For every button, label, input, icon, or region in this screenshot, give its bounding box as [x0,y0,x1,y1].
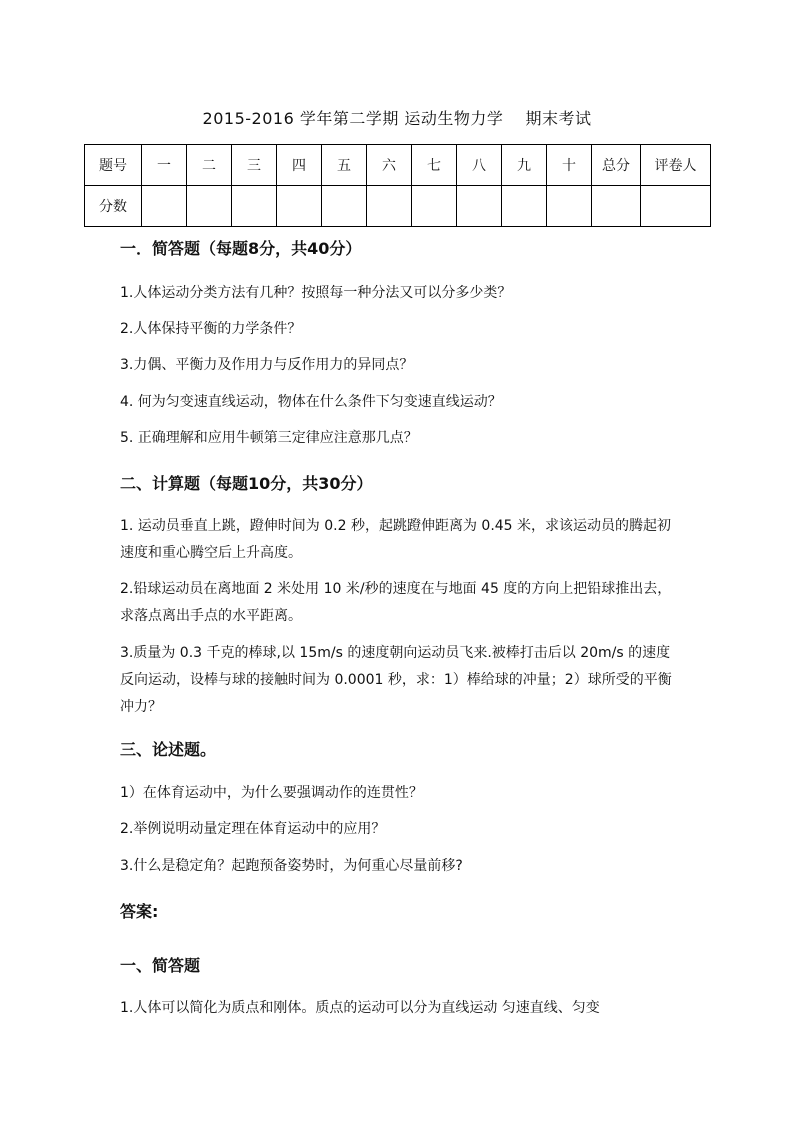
header-cell: 二 [187,145,232,186]
question-1-2: 2.人体保持平衡的力学条件？ [120,321,302,337]
question-3-3: 3.什么是稳定角？起跑预备姿势时，为何重心尽量前移? [120,858,463,874]
header-cell: 六 [367,145,412,186]
score-table-score-row [85,186,711,227]
header-cell: 五 [322,145,367,186]
score-cell [277,186,322,227]
header-cell: 总分 [592,145,641,186]
answers-heading: 一、简答题 [120,956,201,975]
question-3-2: 2.举例说明动量定理在体育运动中的应用？ [120,821,386,837]
score-cell [367,186,412,227]
header-cell: 一 [142,145,187,186]
header-cell: 九 [502,145,547,186]
question-1-4: 4. 何为匀变速直线运动，物体在什么条件下匀变速直线运动？ [120,394,502,410]
score-cell [187,186,232,227]
section-heading-calculation: 二、计算题（每题10分，共30分） [120,474,373,493]
score-cell [457,186,502,227]
score-cell [232,186,277,227]
title-main: 2015-2016 学年第二学期 运动生物力学 [202,109,504,128]
section-heading-short-answer: 一．简答题（每题8分，共40分） [120,239,362,258]
score-cell [547,186,592,227]
question-1-5: 5. 正确理解和应用牛顿第三定律应注意那几点？ [120,430,418,446]
score-cell [502,186,547,227]
score-table [84,144,711,227]
section-heading-essay: 三、论述题。 [120,740,217,759]
page-title [0,106,794,129]
title-exam: 期末考试 [525,109,592,128]
question-2-1: 1. 运动员垂直上跳，蹬伸时间为 0.2 秒，起跳蹬伸距离为 0.45 米，求该运动员的腾起初速度和重心腾空后上升高度。 [120,518,672,561]
score-cell [641,186,711,227]
answer-1-1: 1.人体可以简化为质点和刚体。质点的运动可以分为直线运动 匀速直线、匀变 [120,1000,600,1016]
question-2-3: 3.质量为 0.3 千克的棒球,以 15m/s 的速度朝向运动员飞来.被棒打击后以 20m/s 的速度反向运动，设棒与球的接触时间为 0.0001 秒，求：1）棒给球的冲量；2）球所受的平衡冲力？ [120,645,672,715]
header-cell: 三 [232,145,277,186]
header-cell: 评卷人 [641,145,711,186]
score-row-label: 分数 [85,186,142,227]
score-table-header-row [85,145,711,186]
header-cell: 四 [277,145,322,186]
score-cell [322,186,367,227]
header-cell: 十 [547,145,592,186]
header-cell: 七 [412,145,457,186]
question-3-1: 1）在体育运动中，为什么要强调动作的连贯性？ [120,785,423,801]
score-cell [142,186,187,227]
question-1-1: 1.人体运动分类方法有几种？按照每一种分法又可以分多少类？ [120,285,512,301]
question-1-3: 3.力偶、平衡力及作用力与反作用力的异同点？ [120,357,414,373]
score-cell [592,186,641,227]
score-cell [412,186,457,227]
header-cell: 八 [457,145,502,186]
answers-label: 答案: [120,902,159,921]
question-2-2: 2.铅球运动员在离地面 2 米处用 10 米/秒的速度在与地面 45 度的方向上把铅球推出去，求落点离出手点的水平距离。 [120,581,672,624]
header-cell: 题号 [85,145,142,186]
